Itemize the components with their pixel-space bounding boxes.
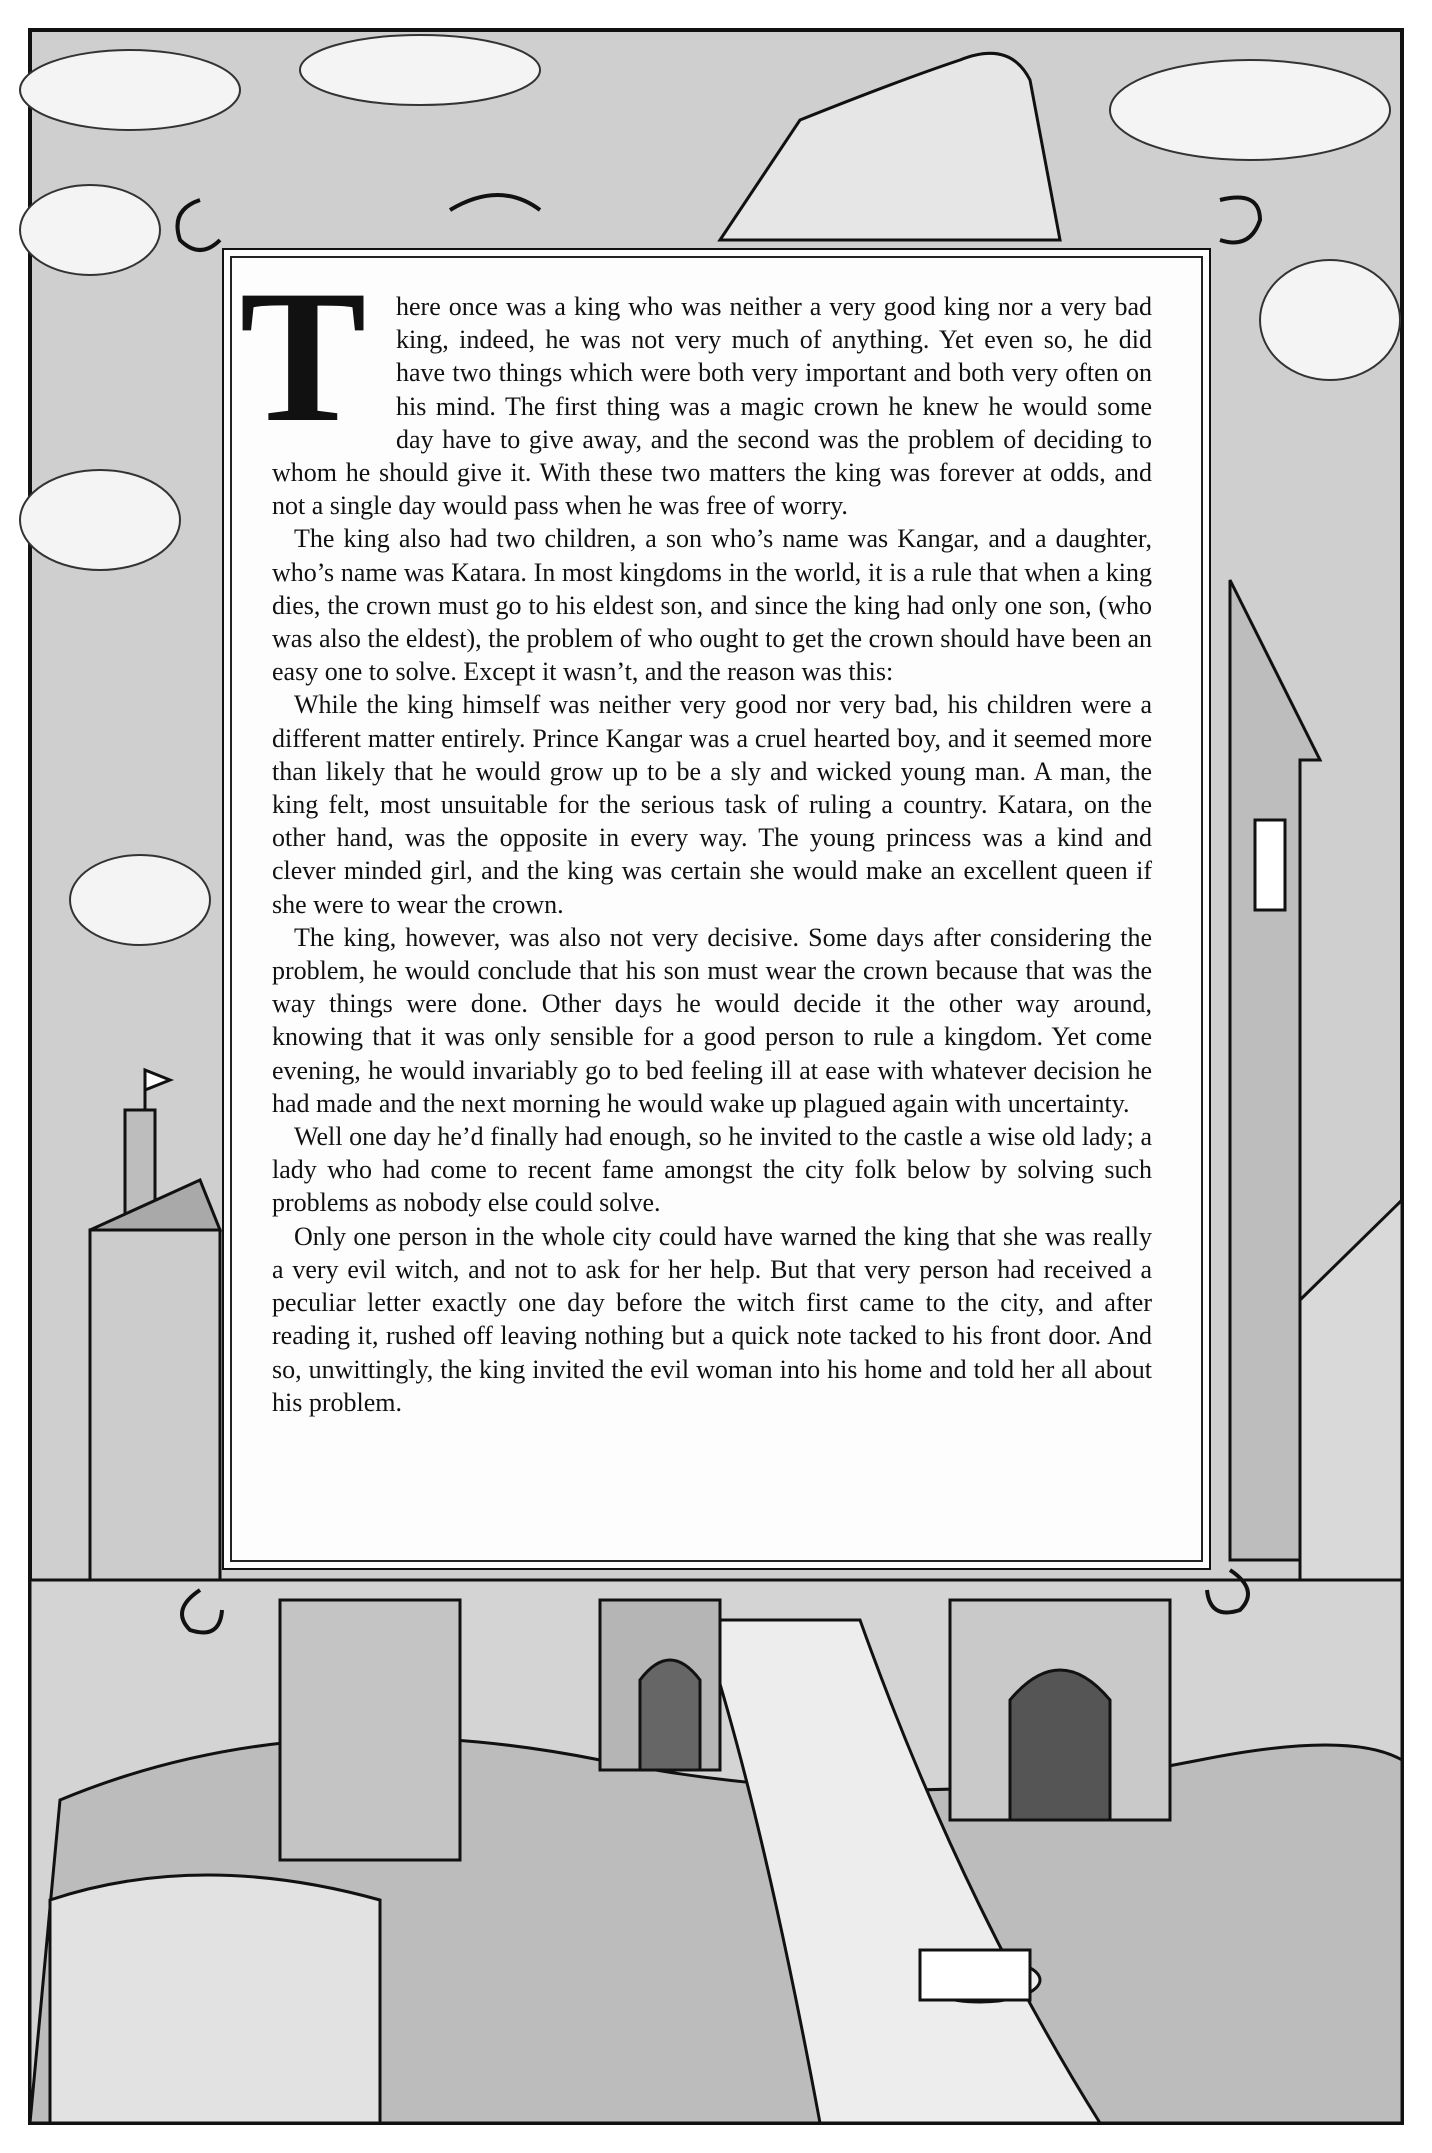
story-paragraph-1 — [239, 252, 1152, 522]
paragraph-1-body: here once was a king who was neither a very good king nor a very bad king, indeed, he was not very much of anything. Yet even so, he did have two things which were both very important and both very often on his mind. The first thing was a magic crown he knew he would some day have to give away, and the second was the problem of deciding to whom he should give it. With these two matters the king was forever at odds, and not a single day would pass when he was free of worry. — [272, 292, 1152, 521]
story-paragraph-2: The king also had two children, a son who’s name was Kangar, and a daughter, who’s name was Katara. In most kingdoms in the world, it is a rule that when a king dies, the crown must go to his eldest son, and since the king had only one son, (who was also the eldest), the problem of who ought to get the crown should have been an easy one to solve. Except it wasn’t, and the reason was this: — [272, 524, 1152, 687]
story-paragraph-6: Only one person in the whole city could have warned the king that she was really a very evil witch, and not to ask for her help. But that very person had received a peculiar letter exactly one day before the witch first came to the city, and after reading it, rushed off leaving nothing but a quick note tacked to his front door. And so, unwittingly, the king invited the evil woman into his home and told her all about his problem. — [272, 1221, 1152, 1417]
drop-cap: T — [239, 252, 367, 462]
city-street — [30, 1580, 1402, 2123]
story-text — [239, 252, 1152, 1419]
story-paragraph-5: Well one day he’d finally had enough, so he invited to the castle a wise old lady; a lady who had come to recent fame amongst the city folk below by solving such problems as nobody else could solve. — [272, 1122, 1152, 1218]
story-paragraph-3: While the king himself was neither very good nor very bad, his children were a different matter entirely. Prince Kangar was a cruel hearted boy, and it seemed more than likely that he would grow up to be a sly and wicked young man. A man, the king felt, most unsuitable for the serious task of ruling a country. Katara, on the other hand, was the opposite in every way. The young princess was a kind and clever minded girl, and the king was certain she would make an excellent queen if she were to wear the crown. — [272, 690, 1152, 919]
story-paragraph-4: The king, however, was also not very decisive. Some days after considering the problem, he would conclude that his son must wear the crown because that was the way things were done. Other days he would decide it the other way around, knowing that it was only sensible for a good person to rule a kingdom. Yet come evening, he would invariably go to bed feeling ill at ease with whatever decision he had made and the next morning he would wake up plagued again with uncertainty. — [272, 922, 1152, 1118]
